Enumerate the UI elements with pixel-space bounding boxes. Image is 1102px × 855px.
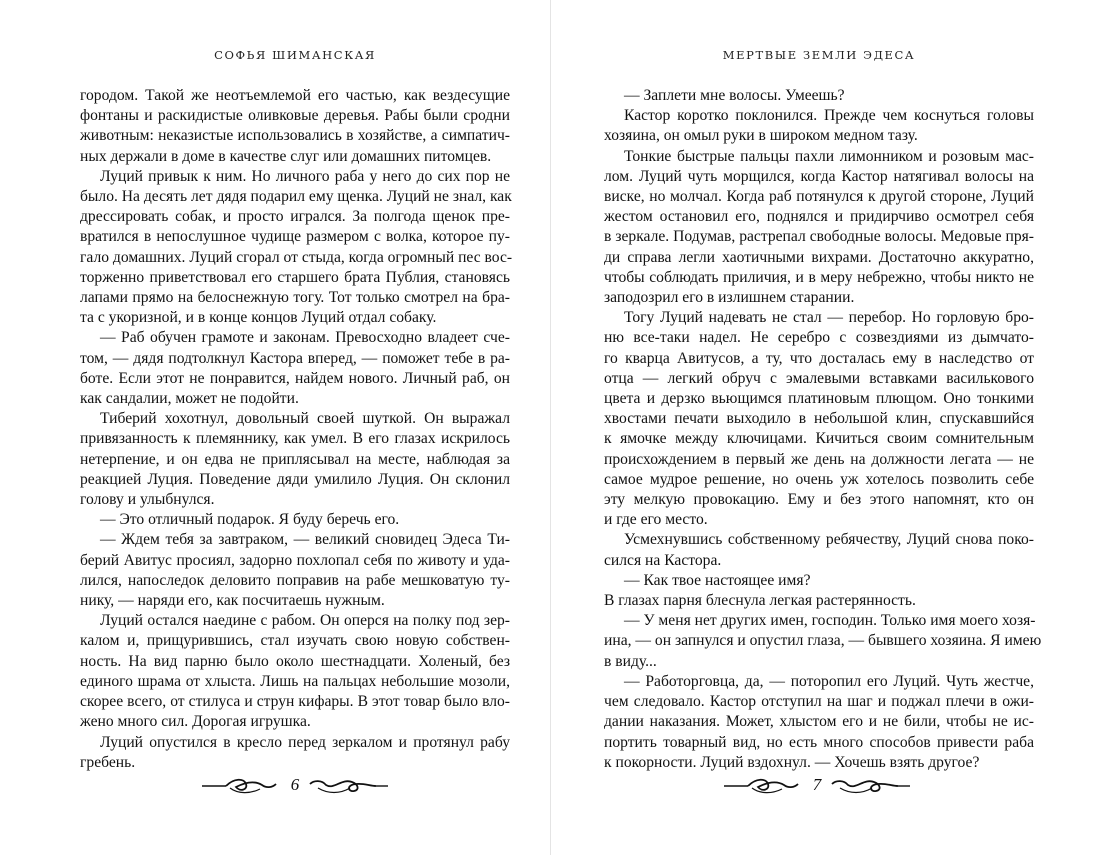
- text-line: Тиберий хохотнул, довольный своей шуткой. Он выражал: [100, 410, 510, 428]
- text-line: хвостами печати выходило в небольшой клин, спускавшийся: [604, 410, 1034, 428]
- text-line: к ямочке между ключицами. Кичиться своим сомнительным: [604, 430, 1034, 448]
- text-line: Кастор коротко поклонился. Прежде чем коснуться головы: [624, 107, 1034, 125]
- text-line: портить товарный вид, но есть много способов привести раба: [604, 733, 1034, 751]
- text-line: скорее всего, от стилуса и струн кифары. В этот товар было вло-: [80, 693, 510, 711]
- text-line: вратился в непослушное чудище размером с волка, которое пу-: [80, 228, 510, 246]
- text-line: лапами прямо на белоснежную тогу. Тот только смотрел на бра-: [80, 289, 510, 307]
- text-line: голову и улыбнулся.: [80, 491, 215, 509]
- text-line: ных держали в доме в качестве слуг или домашних питомцев.: [80, 147, 492, 165]
- text-line: боте. Если этот не понравится, найдем нового. Личный раб, он: [80, 369, 510, 387]
- text-line: городом. Такой же неотъемлемой его частью, как вездесущие: [80, 87, 510, 104]
- text-line: хозяина, он омыл руки в широком медном тазу.: [604, 127, 918, 145]
- text-line: лом. Луций чуть морщился, когда Кастор натягивал волосы на: [604, 167, 1034, 185]
- left-running-head: СОФЬЯ ШИМАНСКАЯ: [214, 48, 376, 62]
- text-line: том, — дядя подтолкнул Кастора вперед, — поможет тебе в ра-: [80, 349, 510, 367]
- text-line: гребень.: [80, 753, 136, 771]
- text-line: дании наказания. Может, хлыстом его и не били, чтобы не ис-: [604, 713, 1034, 731]
- text-line: берий Авитус просиял, задорно похлопал себя по животу и уда-: [80, 551, 510, 569]
- text-line: происхождением в первый же день на должности легата — не: [604, 450, 1034, 468]
- text-line: как сандалии, может не подойти.: [80, 390, 299, 408]
- text-line: Луций опустился в кресло перед зеркалом и протянул рабу: [100, 733, 510, 751]
- left-page-number: 6: [290, 775, 300, 794]
- text-line: жено много сил. Дорогая игрушка.: [80, 713, 311, 731]
- text-line: эту мелкую провокацию. Ему и без этого напомнят, кто он: [604, 491, 1034, 509]
- text-line: — Заплети мне волосы. Умеешь?: [624, 87, 845, 104]
- left-folio: [80, 772, 510, 798]
- text-line: ность. На вид парню было около шестнадцати. Холеный, без: [80, 652, 510, 670]
- text-line: ди справа легли хаотичными вихрами. Достаточно аккуратно,: [604, 248, 1034, 266]
- text-line: заподозрил его в излишнем старании.: [604, 289, 855, 307]
- text-line: нику, — наряди его, как посчитаешь нужным.: [80, 592, 385, 610]
- right-folio: [604, 772, 1034, 798]
- text-line: в зеркале. Подумав, растрепал свободные волосы. Медовые пря-: [604, 228, 1034, 246]
- text-line: дрессировать собак, и просто игрался. За полгода щенок пре-: [80, 208, 510, 226]
- text-line: к покорности. Луций вздохнул. — Хочешь взять другое?: [604, 753, 980, 771]
- text-line: в виду...: [604, 652, 657, 670]
- right-page-number: 7: [812, 775, 822, 794]
- text-line: — Как твое настоящее имя?: [624, 571, 811, 589]
- text-line: — Работорговца, да, — поторопил его Луций. Чуть жестче,: [624, 672, 1034, 690]
- text-line: цвета и дерзко вьющимся платиновым плющом. Оно тонкими: [604, 390, 1034, 408]
- text-line: сился на Кастора.: [604, 551, 722, 569]
- text-line: ню все-таки надел. Не серебро с созвездиями из дымчато-: [604, 329, 1034, 347]
- text-line: — У меня нет других имен, господин. Только имя моего хозя-: [624, 612, 1036, 630]
- text-line: Тогу Луций надевать не стал — перебор. Но горловую бро-: [624, 309, 1034, 327]
- text-line: фонтаны и раскидистые оливковые деревья. Рабы были сродни: [80, 107, 510, 125]
- text-line: реакцией Луция. Поведение дяди умилило Луция. Он склонил: [80, 470, 510, 488]
- right-page-body: [604, 86, 1042, 773]
- left-page: [80, 0, 513, 855]
- text-line: ина, — он запнулся и опустил глаза, — бывшего хозяина. Я имею: [604, 632, 1042, 650]
- text-line: виске, но молчал. Когда раб потянулся к другой стороне, Луций: [604, 188, 1034, 206]
- text-line: — Это отличный подарок. Я буду беречь его.: [100, 511, 400, 529]
- text-line: Тонкие быстрые пальцы пахли лимонником и розовым мас-: [624, 147, 1034, 165]
- text-line: В глазах парня блеснула легкая растерянность.: [604, 592, 916, 610]
- text-line: единого шрама от хлыста. Лишь на пальцах небольшие мозоли,: [80, 672, 510, 690]
- text-line: чем следовало. Кастор отступил на шаг и поджал плечи в ожи-: [604, 693, 1034, 711]
- text-line: жестом остановил его, поднялся и придирчиво осмотрел себя: [604, 208, 1034, 226]
- spine-fold: [550, 0, 551, 855]
- text-line: нетерпение, и он едва не приплясывал на месте, наблюдая за: [80, 450, 510, 468]
- text-line: чтобы соблюдать приличия, и в меру небрежно, чтобы никто не: [604, 268, 1034, 286]
- text-line: привязанность к племяннику, как умел. В его глазах искрилось: [80, 430, 510, 448]
- text-line: было. На десять лет дядя подарил ему щенка. Луций не знал, как: [80, 188, 512, 206]
- text-line: торженно приветствовал его старшего брата Публия, становясь: [80, 268, 510, 286]
- text-line: калом и, прищурившись, стал изучать свою новую собствен-: [80, 632, 510, 650]
- right-page: [604, 0, 1042, 855]
- left-page-body: [80, 86, 513, 773]
- text-line: самое мудрое решение, но очень уж хотелось позволить себе: [604, 470, 1034, 488]
- text-line: Луций остался наедине с рабом. Он оперся на полку под зер-: [100, 612, 510, 630]
- text-line: го кварца Авитусов, а ту, что досталась ему в наследство от: [604, 349, 1034, 367]
- text-line: животным: неказистые использовались в хозяйстве, а симпатич-: [80, 127, 510, 145]
- text-line: та с укоризной, и в конце концов Луций отдал собаку.: [80, 309, 437, 327]
- text-line: отца — легкий обруч с эмалевыми вставками василькового: [604, 369, 1034, 387]
- text-line: и где его место.: [604, 511, 708, 529]
- text-line: Луций привык к ним. Но личного раба у него до сих пор не: [100, 167, 510, 185]
- right-running-head: МЕРТВЫЕ ЗЕМЛИ ЭДЕСА: [722, 48, 916, 62]
- text-line: Усмехнувшись собственному ребячеству, Луций снова поко-: [624, 531, 1034, 549]
- text-line: — Раб обучен грамоте и законам. Превосходно владеет сче-: [100, 329, 510, 347]
- text-line: гало домашних. Луций сгорал от стыда, когда огромный пес вос-: [80, 248, 513, 266]
- text-line: лился, напоследок деловито поправив на рабе мешковатую ту-: [80, 571, 510, 589]
- text-line: — Ждем тебя за завтраком, — великий сновидец Эдеса Ти-: [100, 531, 510, 549]
